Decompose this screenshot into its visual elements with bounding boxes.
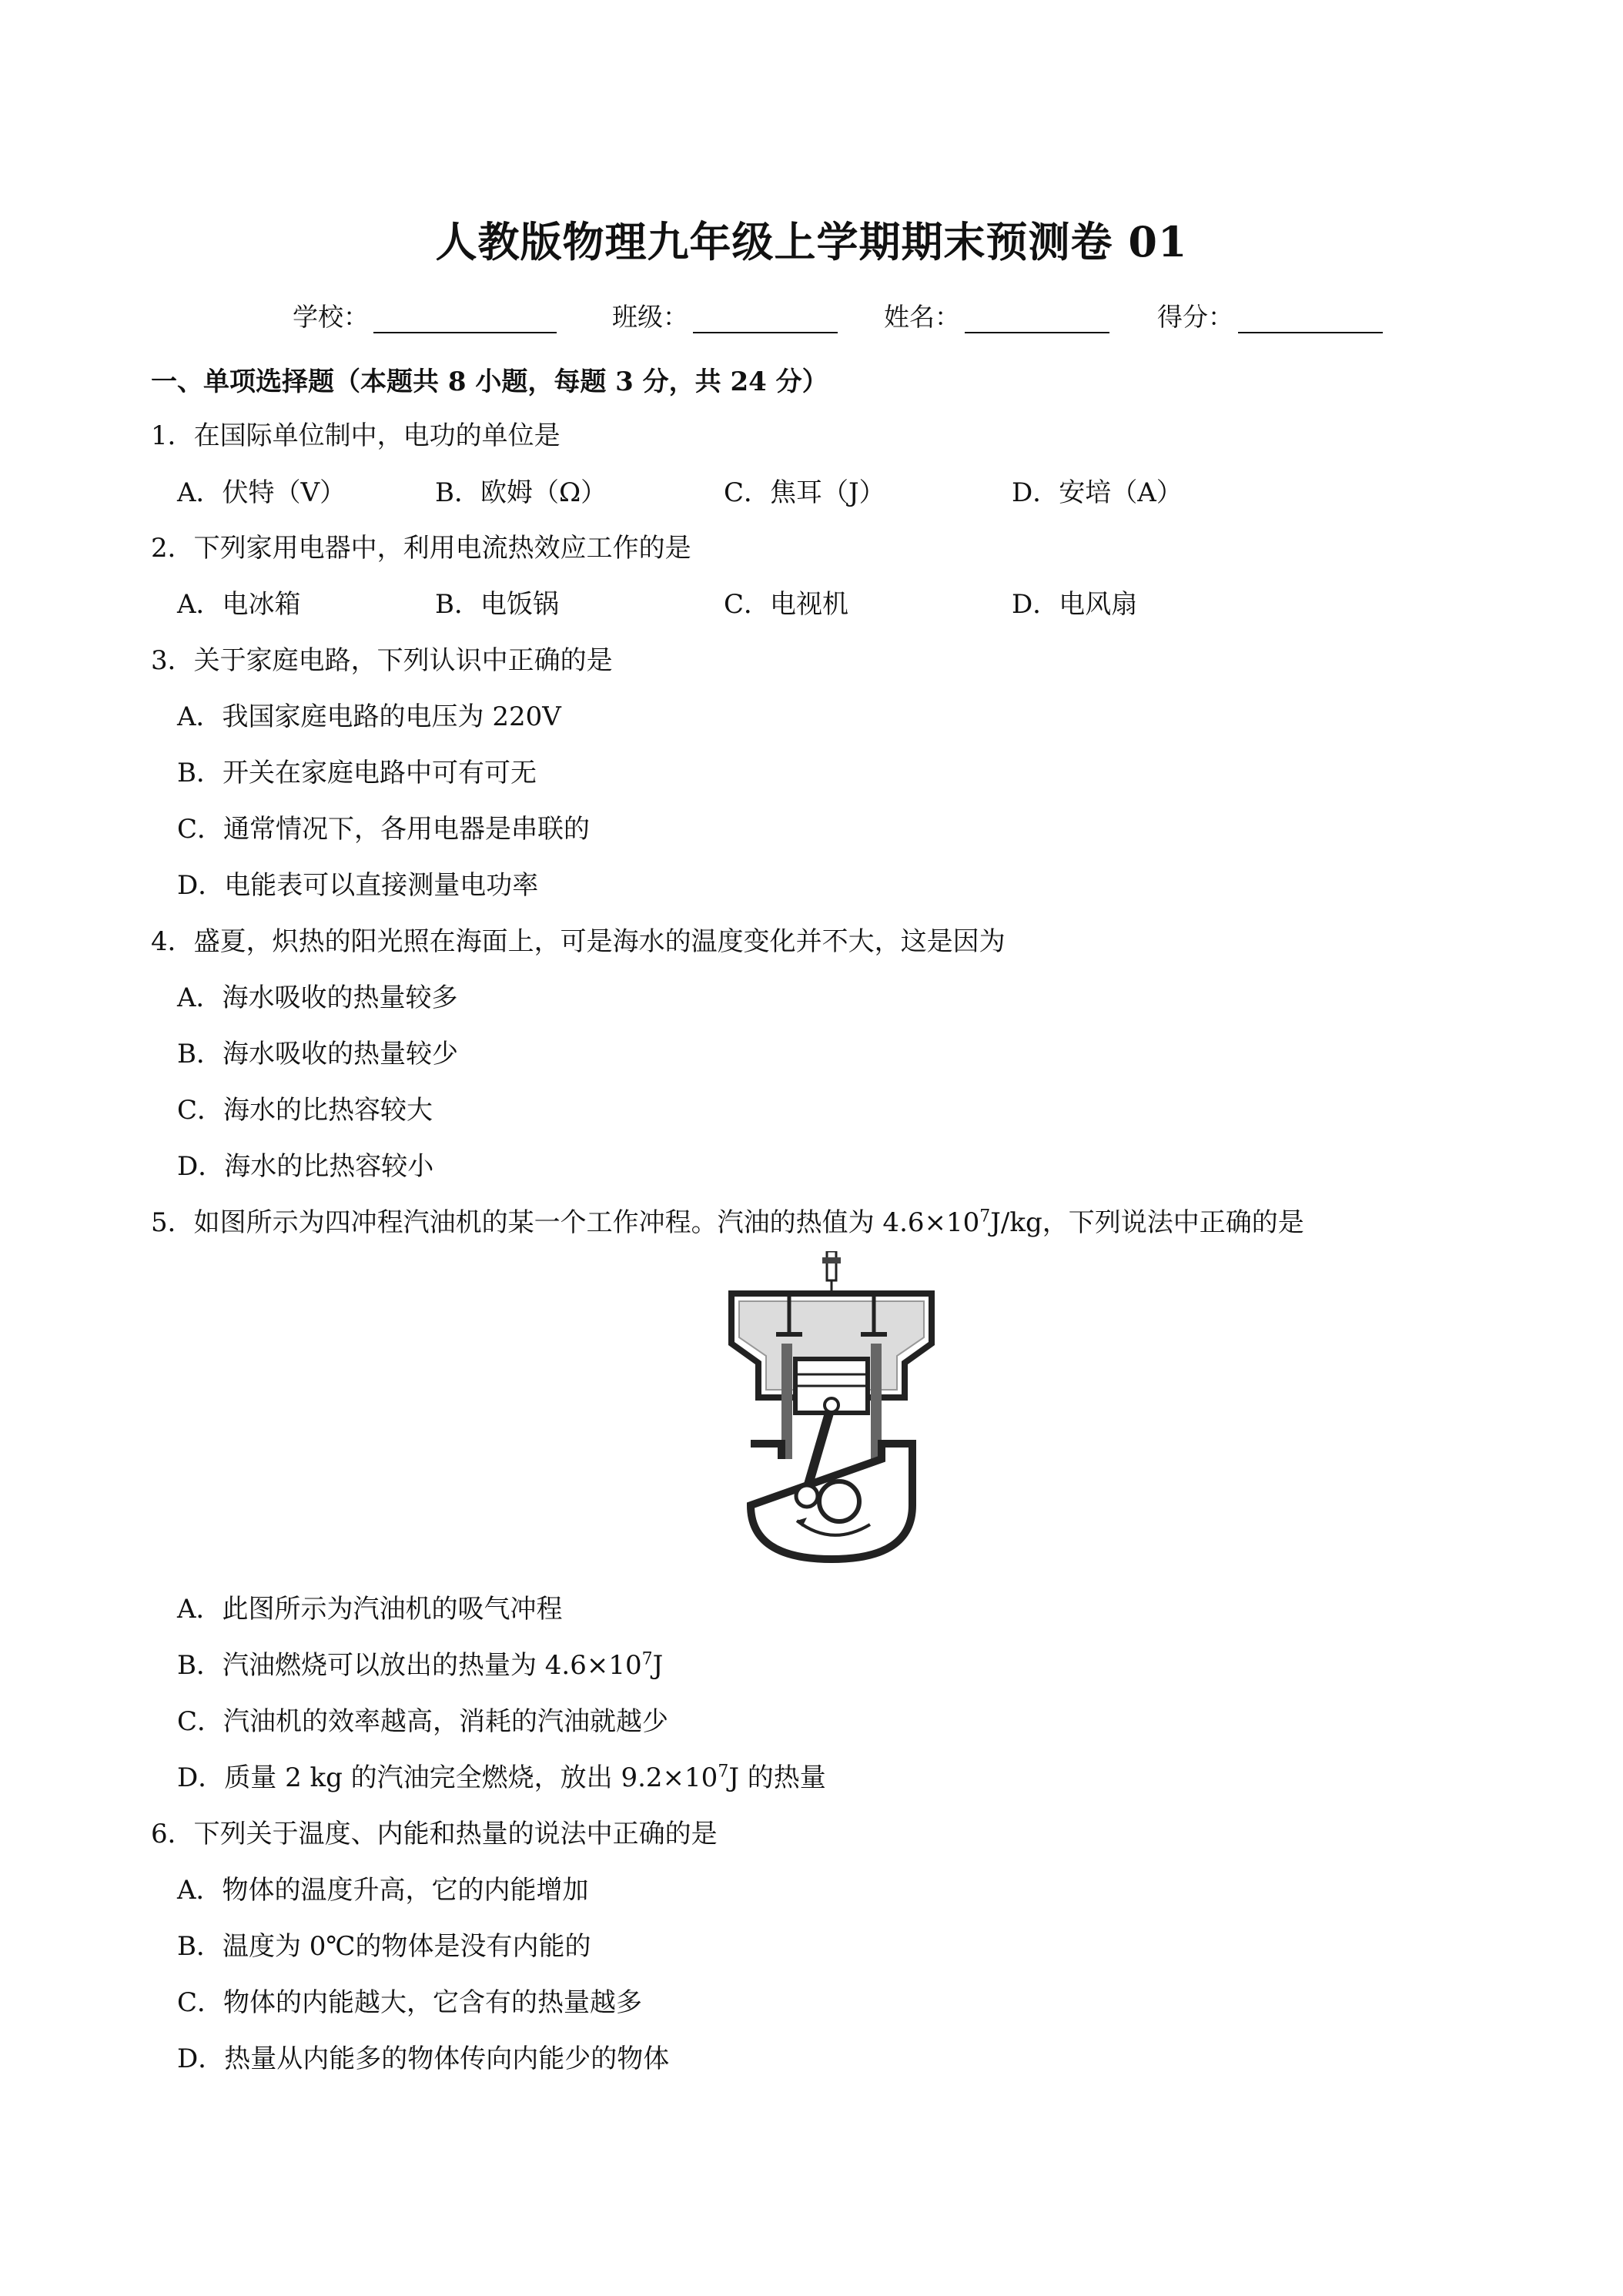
q4-option-d[interactable]: D．海水的比热容较小 (177, 1151, 434, 1182)
q2-option-a[interactable]: A．电冰箱 (177, 589, 301, 620)
q2-option-c[interactable]: C．电视机 (724, 589, 849, 620)
q6-option-b[interactable]: B．温度为 0℃的物体是没有内能的 (177, 1931, 591, 1962)
question-1-stem: 1．在国际单位制中，电功的单位是 (151, 420, 561, 451)
q5-option-b-exponent: 7 (641, 1649, 653, 1669)
q3-option-c[interactable]: C．通常情况下，各用电器是串联的 (177, 814, 591, 845)
q4-option-c[interactable]: C．海水的比热容较大 (177, 1095, 433, 1126)
q5-option-b-part-b: J (652, 1650, 664, 1681)
question-6-stem: 6．下列关于温度、内能和热量的说法中正确的是 (151, 1819, 718, 1849)
name-blank[interactable] (965, 304, 1109, 333)
class-blank[interactable] (693, 304, 838, 333)
school-field[interactable] (293, 297, 557, 333)
q1-option-a[interactable]: A．伏特（V） (177, 477, 346, 508)
score-label: 得分： (1157, 302, 1233, 332)
q1-option-b[interactable]: B．欧姆（Ω） (435, 477, 607, 508)
question-3-stem: 3．关于家庭电路，下列认识中正确的是 (151, 645, 613, 676)
score-blank[interactable] (1238, 304, 1383, 333)
q5-option-d-part-a: D．质量 2 kg 的汽油完全燃烧，放出 9.2×10 (177, 1762, 718, 1793)
q4-option-b[interactable]: B．海水吸收的热量较少 (177, 1039, 458, 1069)
class-label: 班级： (612, 302, 688, 332)
q6-option-c[interactable]: C．物体的内能越大，它含有的热量越多 (177, 1987, 643, 2018)
q3-option-a[interactable]: A．我国家庭电路的电压为 220V (177, 701, 561, 732)
question-2-stem: 2．下列家用电器中，利用电流热效应工作的是 (151, 533, 691, 564)
engine-stroke-diagram (716, 1251, 947, 1567)
q5-option-c[interactable]: C．汽油机的效率越高，消耗的汽油就越少 (177, 1706, 669, 1737)
q6-option-a[interactable]: A．物体的温度升高，它的内能增加 (177, 1875, 589, 1906)
q5-option-b[interactable] (177, 1644, 663, 1682)
q5-stem-part-a: 5．如图所示为四冲程汽油机的某一个工作冲程。汽油的热值为 4.6×10 (151, 1207, 980, 1238)
q6-option-d[interactable]: D．热量从内能多的物体传向内能少的物体 (177, 2043, 670, 2074)
name-field[interactable] (884, 297, 1109, 333)
school-blank[interactable] (373, 304, 557, 333)
q5-option-a[interactable]: A．此图所示为汽油机的吸气冲程 (177, 1594, 563, 1625)
page-title: 人教版物理九年级上学期期末预测卷 01 (435, 217, 1188, 266)
name-label: 姓名： (884, 302, 960, 332)
q5-stem-exponent: 7 (979, 1207, 991, 1227)
class-field[interactable] (612, 297, 838, 333)
q5-option-b-part-a: B．汽油燃烧可以放出的热量为 4.6×10 (177, 1650, 642, 1681)
q3-option-d[interactable]: D．电能表可以直接测量电功率 (177, 870, 539, 901)
q1-option-c[interactable]: C．焦耳（J） (724, 477, 885, 508)
q1-option-d[interactable]: D．安培（A） (1012, 477, 1183, 508)
q4-option-a[interactable]: A．海水吸收的热量较多 (177, 982, 458, 1013)
q2-option-b[interactable]: B．电饭锅 (435, 589, 559, 620)
school-label: 学校： (293, 302, 369, 332)
score-field[interactable] (1157, 297, 1383, 333)
q5-option-d-part-b: J 的热量 (728, 1762, 826, 1793)
q5-option-d-exponent: 7 (718, 1762, 729, 1782)
q5-option-d[interactable] (177, 1756, 826, 1794)
q2-option-d[interactable]: D．电风扇 (1012, 589, 1138, 620)
question-5-stem (151, 1201, 1304, 1239)
q5-stem-part-b: J/kg，下列说法中正确的是 (990, 1207, 1304, 1238)
section-heading: 一、单项选择题（本题共 8 小题，每题 3 分，共 24 分） (151, 366, 828, 397)
question-4-stem: 4．盛夏，炽热的阳光照在海面上，可是海水的温度变化并不大，这是因为 (151, 926, 1006, 957)
q3-option-b[interactable]: B．开关在家庭电路中可有可无 (177, 758, 537, 788)
